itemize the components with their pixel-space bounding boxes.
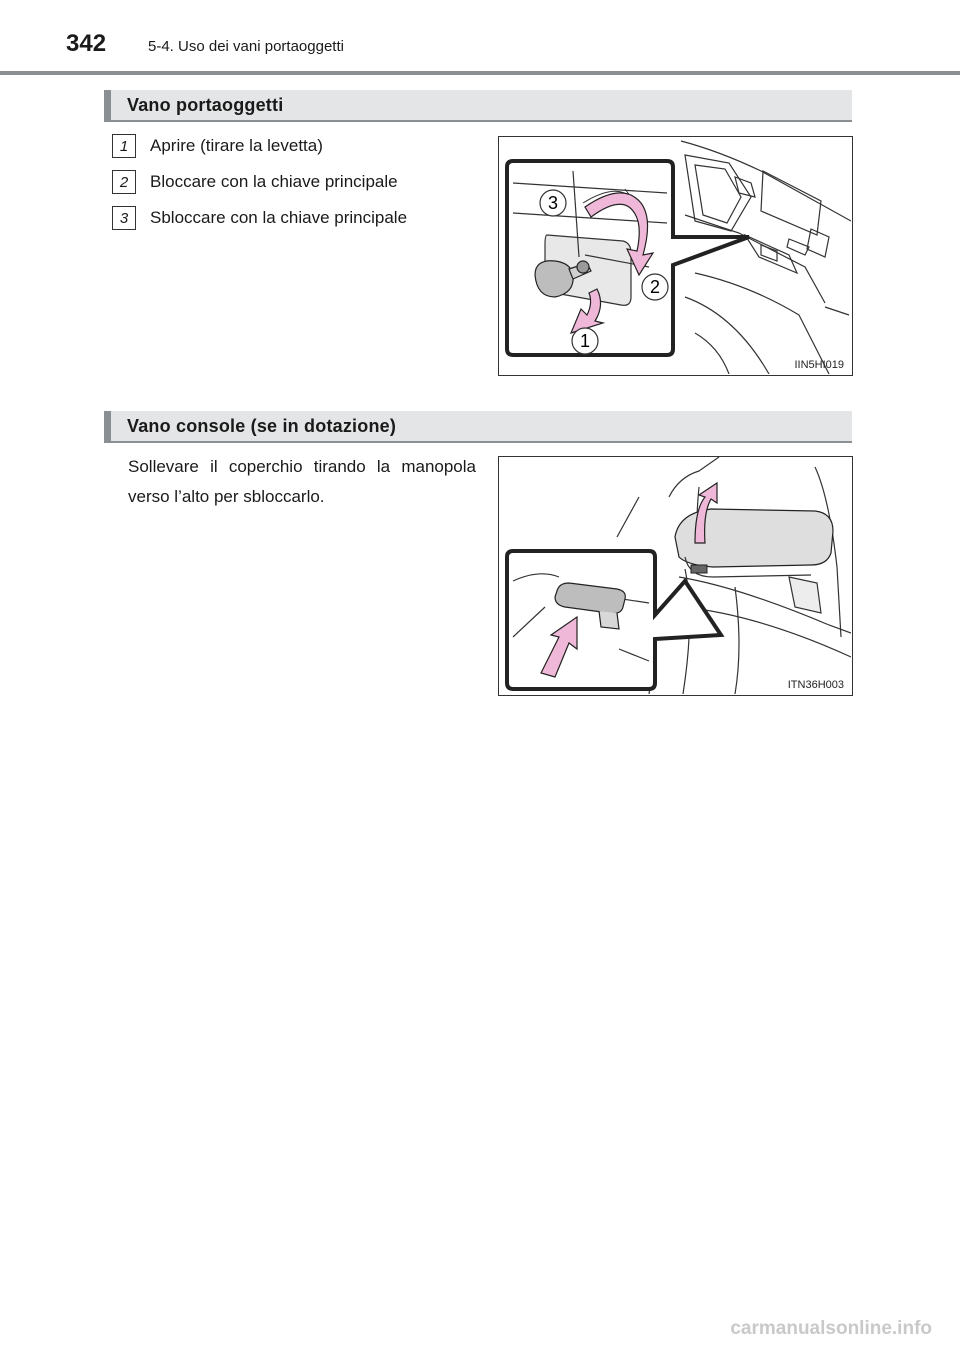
step-number-badge: 2 xyxy=(112,170,136,194)
glovebox-illustration xyxy=(499,137,851,374)
glovebox-figure xyxy=(498,136,853,376)
glovebox-heading-text: Vano portaoggetti xyxy=(127,94,284,115)
step-item xyxy=(112,200,482,236)
page-number: 342 xyxy=(66,30,107,57)
page-header xyxy=(0,0,960,76)
figure-code: IIN5HI019 xyxy=(794,359,844,371)
header-rule xyxy=(0,71,960,75)
figure-code: ITN36H003 xyxy=(787,679,844,691)
section-label: 5-4. Uso dei vani portaoggetti xyxy=(148,38,344,55)
step-text: Sbloccare con la chiave principale xyxy=(150,208,408,227)
console-heading xyxy=(104,411,852,443)
callout-2: 2 xyxy=(649,277,661,297)
callout-3: 3 xyxy=(547,193,559,213)
step-item xyxy=(112,128,482,164)
step-text: Bloccare con la chiave principale xyxy=(150,172,398,191)
glovebox-steps xyxy=(112,128,482,236)
step-item xyxy=(112,164,482,200)
step-text: Aprire (tirare la levetta) xyxy=(150,136,323,155)
callout-1: 1 xyxy=(579,331,591,351)
console-instruction: Sollevare il coperchio tirando la manopola verso l’alto per sbloccarlo. xyxy=(128,457,476,506)
step-number-badge: 3 xyxy=(112,206,136,230)
console-illustration xyxy=(499,457,851,694)
step-number-badge: 1 xyxy=(112,134,136,158)
console-heading-text: Vano console (se in dotazione) xyxy=(127,415,397,436)
watermark: carmanualsonline.info xyxy=(730,1318,932,1339)
glovebox-heading xyxy=(104,90,852,122)
console-figure xyxy=(498,456,853,696)
